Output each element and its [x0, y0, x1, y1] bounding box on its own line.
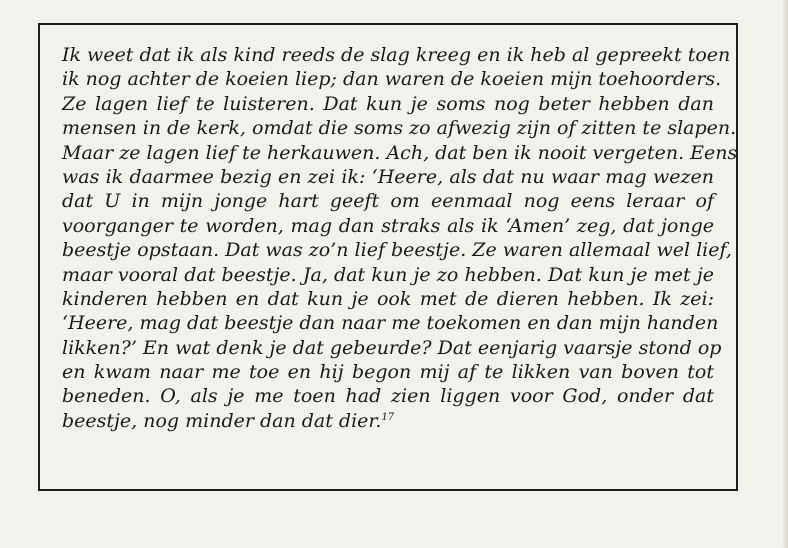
quote-line-2: ik nog achter de koeien liep; dan waren de koeien mijn toehoorders. — [62, 68, 722, 91]
quote-text — [62, 43, 738, 433]
quote-line-4: mensen in de kerk, omdat die soms zo afwezig zijn of zitten te slapen. — [62, 117, 737, 140]
quote-line-10: maar vooral dat beestje. Ja, dat kun je zo hebben. Dat kun je met je — [62, 263, 714, 286]
quote-line-14: en kwam naar me toe en hij begon mij af te likken van boven tot — [62, 361, 714, 384]
quote-line-1: Ik weet dat ik als kind reeds de slag kreeg en ik heb al gepreekt toen — [62, 44, 731, 66]
quote-line-16 — [62, 409, 714, 433]
quote-line-8: voorganger te worden, mag dan straks als ik ‘Amen’ zeg, dat jonge — [62, 214, 714, 237]
page-edge — [782, 0, 788, 548]
quote-line-13: likken?’ En wat denk je dat gebeurde? Dat eenjarig vaarsje stond op — [62, 336, 722, 359]
quote-line-9: beestje opstaan. Dat was zo’n lief beestje. Ze waren allemaal wel lief, — [62, 239, 732, 262]
quote-line-16-text: beestje, nog minder dan dat dier. — [62, 409, 382, 432]
quote-line-11: kinderen hebben en dat kun je ook met de dieren hebben. Ik zei: — [62, 287, 714, 310]
footnote-marker: 17 — [381, 411, 395, 423]
quote-line-12: ‘Heere, mag dat beestje dan naar me toekomen en dan mijn handen — [62, 312, 719, 335]
quote-line-7: dat U in mijn jonge hart geeft om eenmaal nog eens leraar of — [62, 190, 714, 213]
quote-line-3: Ze lagen lief te luisteren. Dat kun je soms nog beter hebben dan — [62, 92, 714, 115]
quote-line-15: beneden. O, als je me toen had zien liggen voor God, onder dat — [62, 385, 714, 408]
quote-line-6: was ik daarmee bezig en zei ik: ‘Heere, als dat nu waar mag wezen — [62, 165, 714, 188]
quote-line-5: Maar ze lagen lief te herkauwen. Ach, dat ben ik nooit vergeten. Eens — [62, 141, 738, 164]
